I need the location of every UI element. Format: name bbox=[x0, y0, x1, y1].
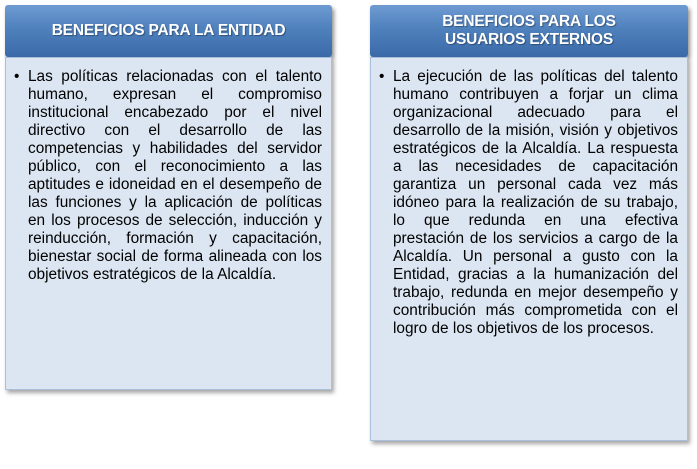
external-users-benefits-header bbox=[370, 5, 688, 57]
external-users-title-line2: USUARIOS EXTERNOS bbox=[445, 31, 613, 48]
entity-benefits-panel bbox=[5, 5, 332, 390]
entity-benefits-text: Las políticas relacionadas con el talento humano, expresan el compromiso institucional encabezado por el nivel directivo con el desarrollo de las competencias y habilidades del servidor público, con el reconocimiento a las aptitudes e idoneidad en el desempeño de las funciones y la aplicación de políticas en los procesos de selección, inducción y reinducción, formación y capacitación, bienestar social de forma alineada con los objetivos estratégicos de la Alcaldía. bbox=[28, 68, 322, 283]
entity-benefits-header bbox=[5, 5, 332, 57]
external-users-benefits-item bbox=[379, 68, 678, 338]
entity-benefits-item bbox=[14, 68, 322, 284]
entity-benefits-body bbox=[5, 57, 332, 390]
bullet-icon: • bbox=[379, 68, 385, 85]
entity-benefits-title: BENEFICIOS PARA LA ENTIDAD bbox=[51, 22, 286, 39]
external-users-benefits-body bbox=[370, 57, 688, 441]
external-users-benefits-text: La ejecución de las políticas del talento humano contribuyen a forjar un clima organizacional adecuado para el desarrollo de la misión, visión y objetivos estratégicos de la Alcaldía. La respuesta a las necesidades de capacitación garantiza un personal cada vez más idóneo para la realización de su trabajo, lo que redunda en una efectiva prestación de los servicios a cargo de la Alcaldía. Un personal a gusto con la Entidad, gracias a la humanización del trabajo, redunda en mejor desempeño y contribución más comprometida con el logro de los objetivos de los procesos. bbox=[393, 68, 678, 337]
external-users-benefits-panel bbox=[370, 5, 688, 441]
bullet-icon: • bbox=[14, 68, 20, 85]
external-users-title-line1: BENEFICIOS PARA LOS bbox=[442, 13, 616, 30]
